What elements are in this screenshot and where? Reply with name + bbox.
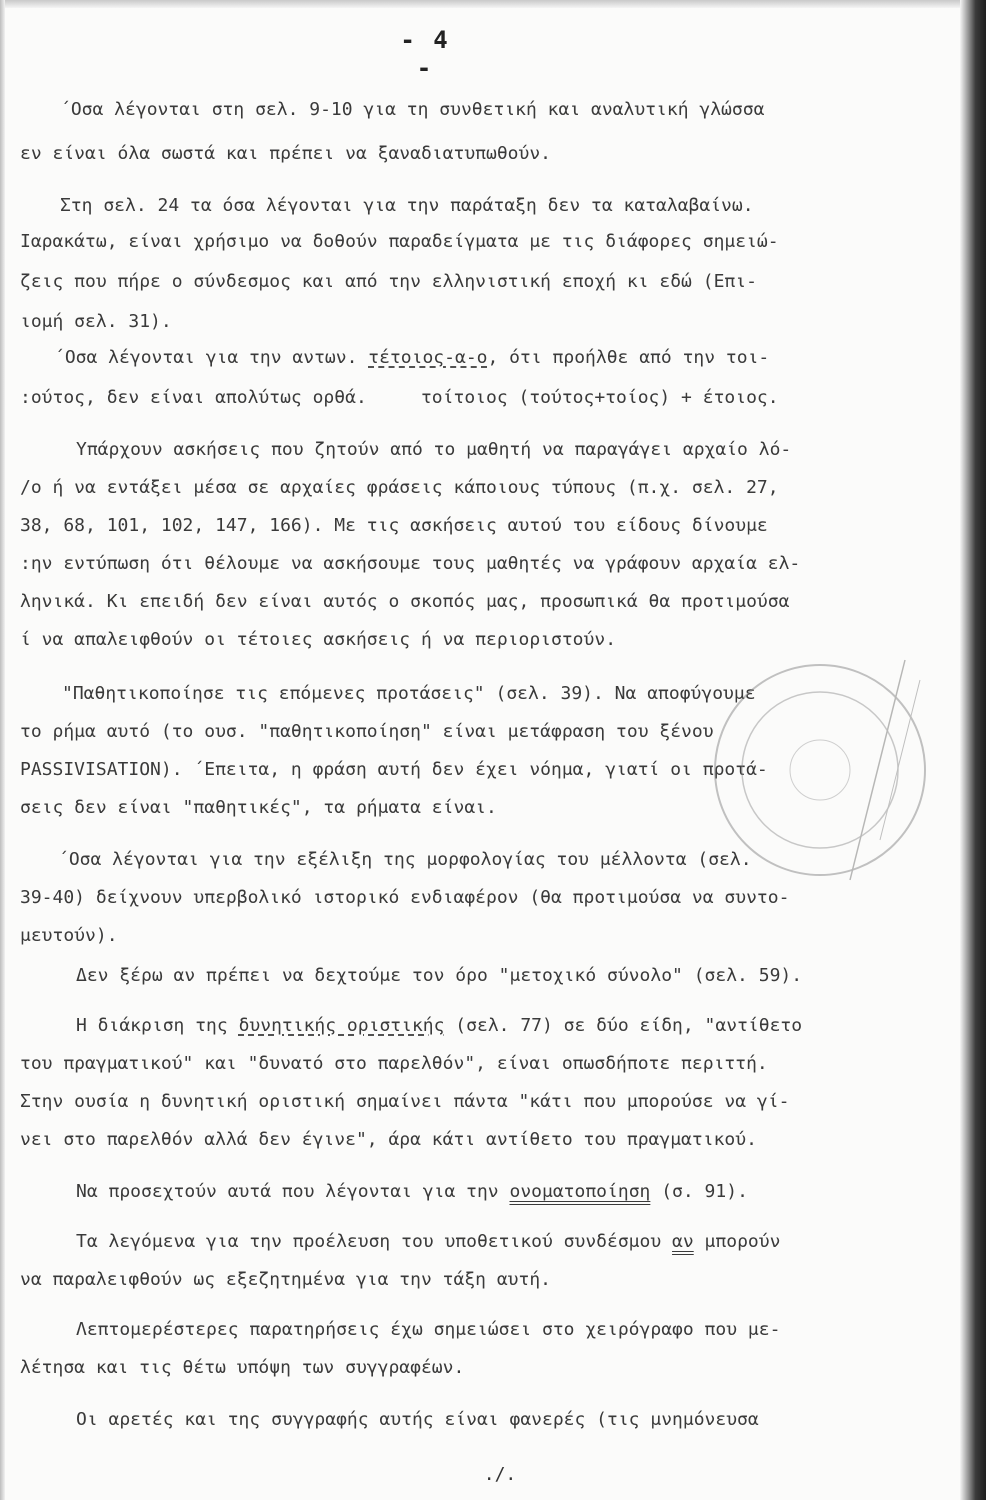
text-line: PASSIVISATION). ΄Επειτα, η φράση αυτή δεν έχει νόημα, γιατί οι προτά- (20, 759, 768, 780)
text-line: μευτούν). (20, 925, 118, 946)
binding-shadow (960, 0, 986, 1500)
underlined-term: ονοματοποίηση (509, 1181, 651, 1202)
underlined-term: δυνητικής οριστικής (238, 1015, 445, 1036)
text-line: νει στο παρελθόν αλλά δεν έγινε", άρα κάτι αντίθετο του πραγματικού. (20, 1129, 757, 1150)
text-line: Λεπτομερέστερες παρατηρήσεις έχω σημειώσει στο χειρόγραφο που με- (76, 1319, 781, 1340)
text-line (76, 1180, 748, 1204)
text-line: Ιαρακάτω, είναι χρήσιμο να δοθούν παραδείγματα με τις διάφορες σημειώ- (20, 231, 779, 252)
text-line: :ην εντύπωση ότι θέλουμε να ασκήσουμε τους μαθητές να γράφουν αρχαία ελ- (20, 553, 801, 574)
official-stamp (690, 640, 950, 900)
text-line: Οι αρετές και της συγγραφής αυτής είναι φανερές (τις μνημόνευσα (76, 1409, 759, 1430)
text-line: σεις δεν είναι "παθητικές", τα ρήματα είναι. (20, 797, 497, 818)
underlined-term: αν (672, 1231, 694, 1252)
scan-top-edge (0, 0, 986, 8)
text-line: να παραλειφθούν ως εξεζητημένα για την τάξη αυτή. (20, 1269, 552, 1290)
text-line: Υπάρχουν ασκήσεις που ζητούν από το μαθητή να παραγάγει αρχαίο λό- (76, 439, 792, 460)
text-line: λέτησα και τις θέτω υπόψη των συγγραφέων. (20, 1357, 465, 1378)
text-segment: Να προσεχτούν αυτά που λέγονται για την (76, 1181, 510, 1202)
text-line (76, 1014, 802, 1038)
text-line: το ρήμα αυτό (το ουσ. "παθητικοποίηση" είναι μετάφραση του ξένου (20, 721, 714, 742)
text-line: ζεις που πήρε ο σύνδεσμος και από την ελληνιστική εποχή κι εδώ (Επι- (20, 271, 757, 292)
text-line (76, 1230, 780, 1254)
text-line: /ο ή να εντάξει μέσα σε αρχαίες φράσεις κάποιους τύπους (π.χ. σελ. 27, (20, 477, 779, 498)
text-segment: ΄Οσα λέγονται για την αντων. (54, 347, 369, 368)
text-line (54, 346, 769, 370)
text-line: του πραγματικού" και "δυνατό στο παρελθόν", είναι οπωσδήποτε περιττή. (20, 1053, 768, 1074)
text-segment: Τα λεγόμενα για την προέλευση του υποθετικού συνδέσμου (76, 1231, 673, 1252)
text-line: εν είναι όλα σωστά και πρέπει να ξαναδιατυπωθούν. (20, 143, 552, 164)
text-segment: Η διάκριση της (76, 1015, 239, 1036)
text-segment: (σ. 91). (650, 1181, 748, 1202)
text-line: ί να απαλειφθούν οι τέτοιες ασκήσεις ή να περιοριστούν. (20, 629, 617, 650)
text-line: Δεν ξέρω αν πρέπει να δεχτούμε τον όρο "μετοχικό σύνολο" (σελ. 59). (76, 965, 803, 986)
text-segment: (σελ. 77) σε δύο είδη, "αντίθετο (444, 1015, 803, 1036)
page-number: - 4 - (400, 26, 450, 82)
text-line: ιομή σελ. 31). (20, 311, 172, 332)
text-line: ΄Οσα λέγονται για την εξέλιξη της μορφολογίας του μέλλοντα (σελ. (58, 849, 752, 870)
text-line: ΄Οσα λέγονται στη σελ. 9-10 για τη συνθετική και αναλυτική γλώσσα (60, 99, 765, 120)
text-line: 39-40) δείχνουν υπερβολικό ιστορικό ενδιαφέρον (θα προτιμούσα να συντο- (20, 887, 790, 908)
text-line: "Παθητικοποίησε τις επόμενες προτάσεις" (σελ. 39). Να αποφύγουμε (62, 683, 756, 704)
text-line: ληνικά. Κι επειδή δεν είναι αυτός ο σκοπός μας, προσωπικά θα προτιμούσα (20, 591, 790, 612)
text-line: Στην ουσία η δυνητική οριστική σημαίνει πάντα "κάτι που μπορούσε να γί- (20, 1091, 790, 1112)
text-line: Στη σελ. 24 τα όσα λέγονται για την παράταξη δεν τα καταλαβαίνω. (60, 195, 754, 216)
scan-left-edge (0, 0, 5, 1500)
text-line: :ούτος, δεν είναι απολύτως ορθά. τοίτοιος (τούτος+τοίος) + έτοιος. (20, 387, 779, 408)
text-line: 38, 68, 101, 102, 147, 166). Με τις ασκήσεις αυτού του είδους δίνουμε (20, 515, 768, 536)
text-segment: μπορούν (693, 1231, 781, 1252)
underlined-term: τέτοιος-α-ο (368, 347, 488, 368)
continuation-mark: ./. (483, 1464, 517, 1485)
text-segment: , ότι προήλθε από την τοι- (487, 347, 770, 368)
